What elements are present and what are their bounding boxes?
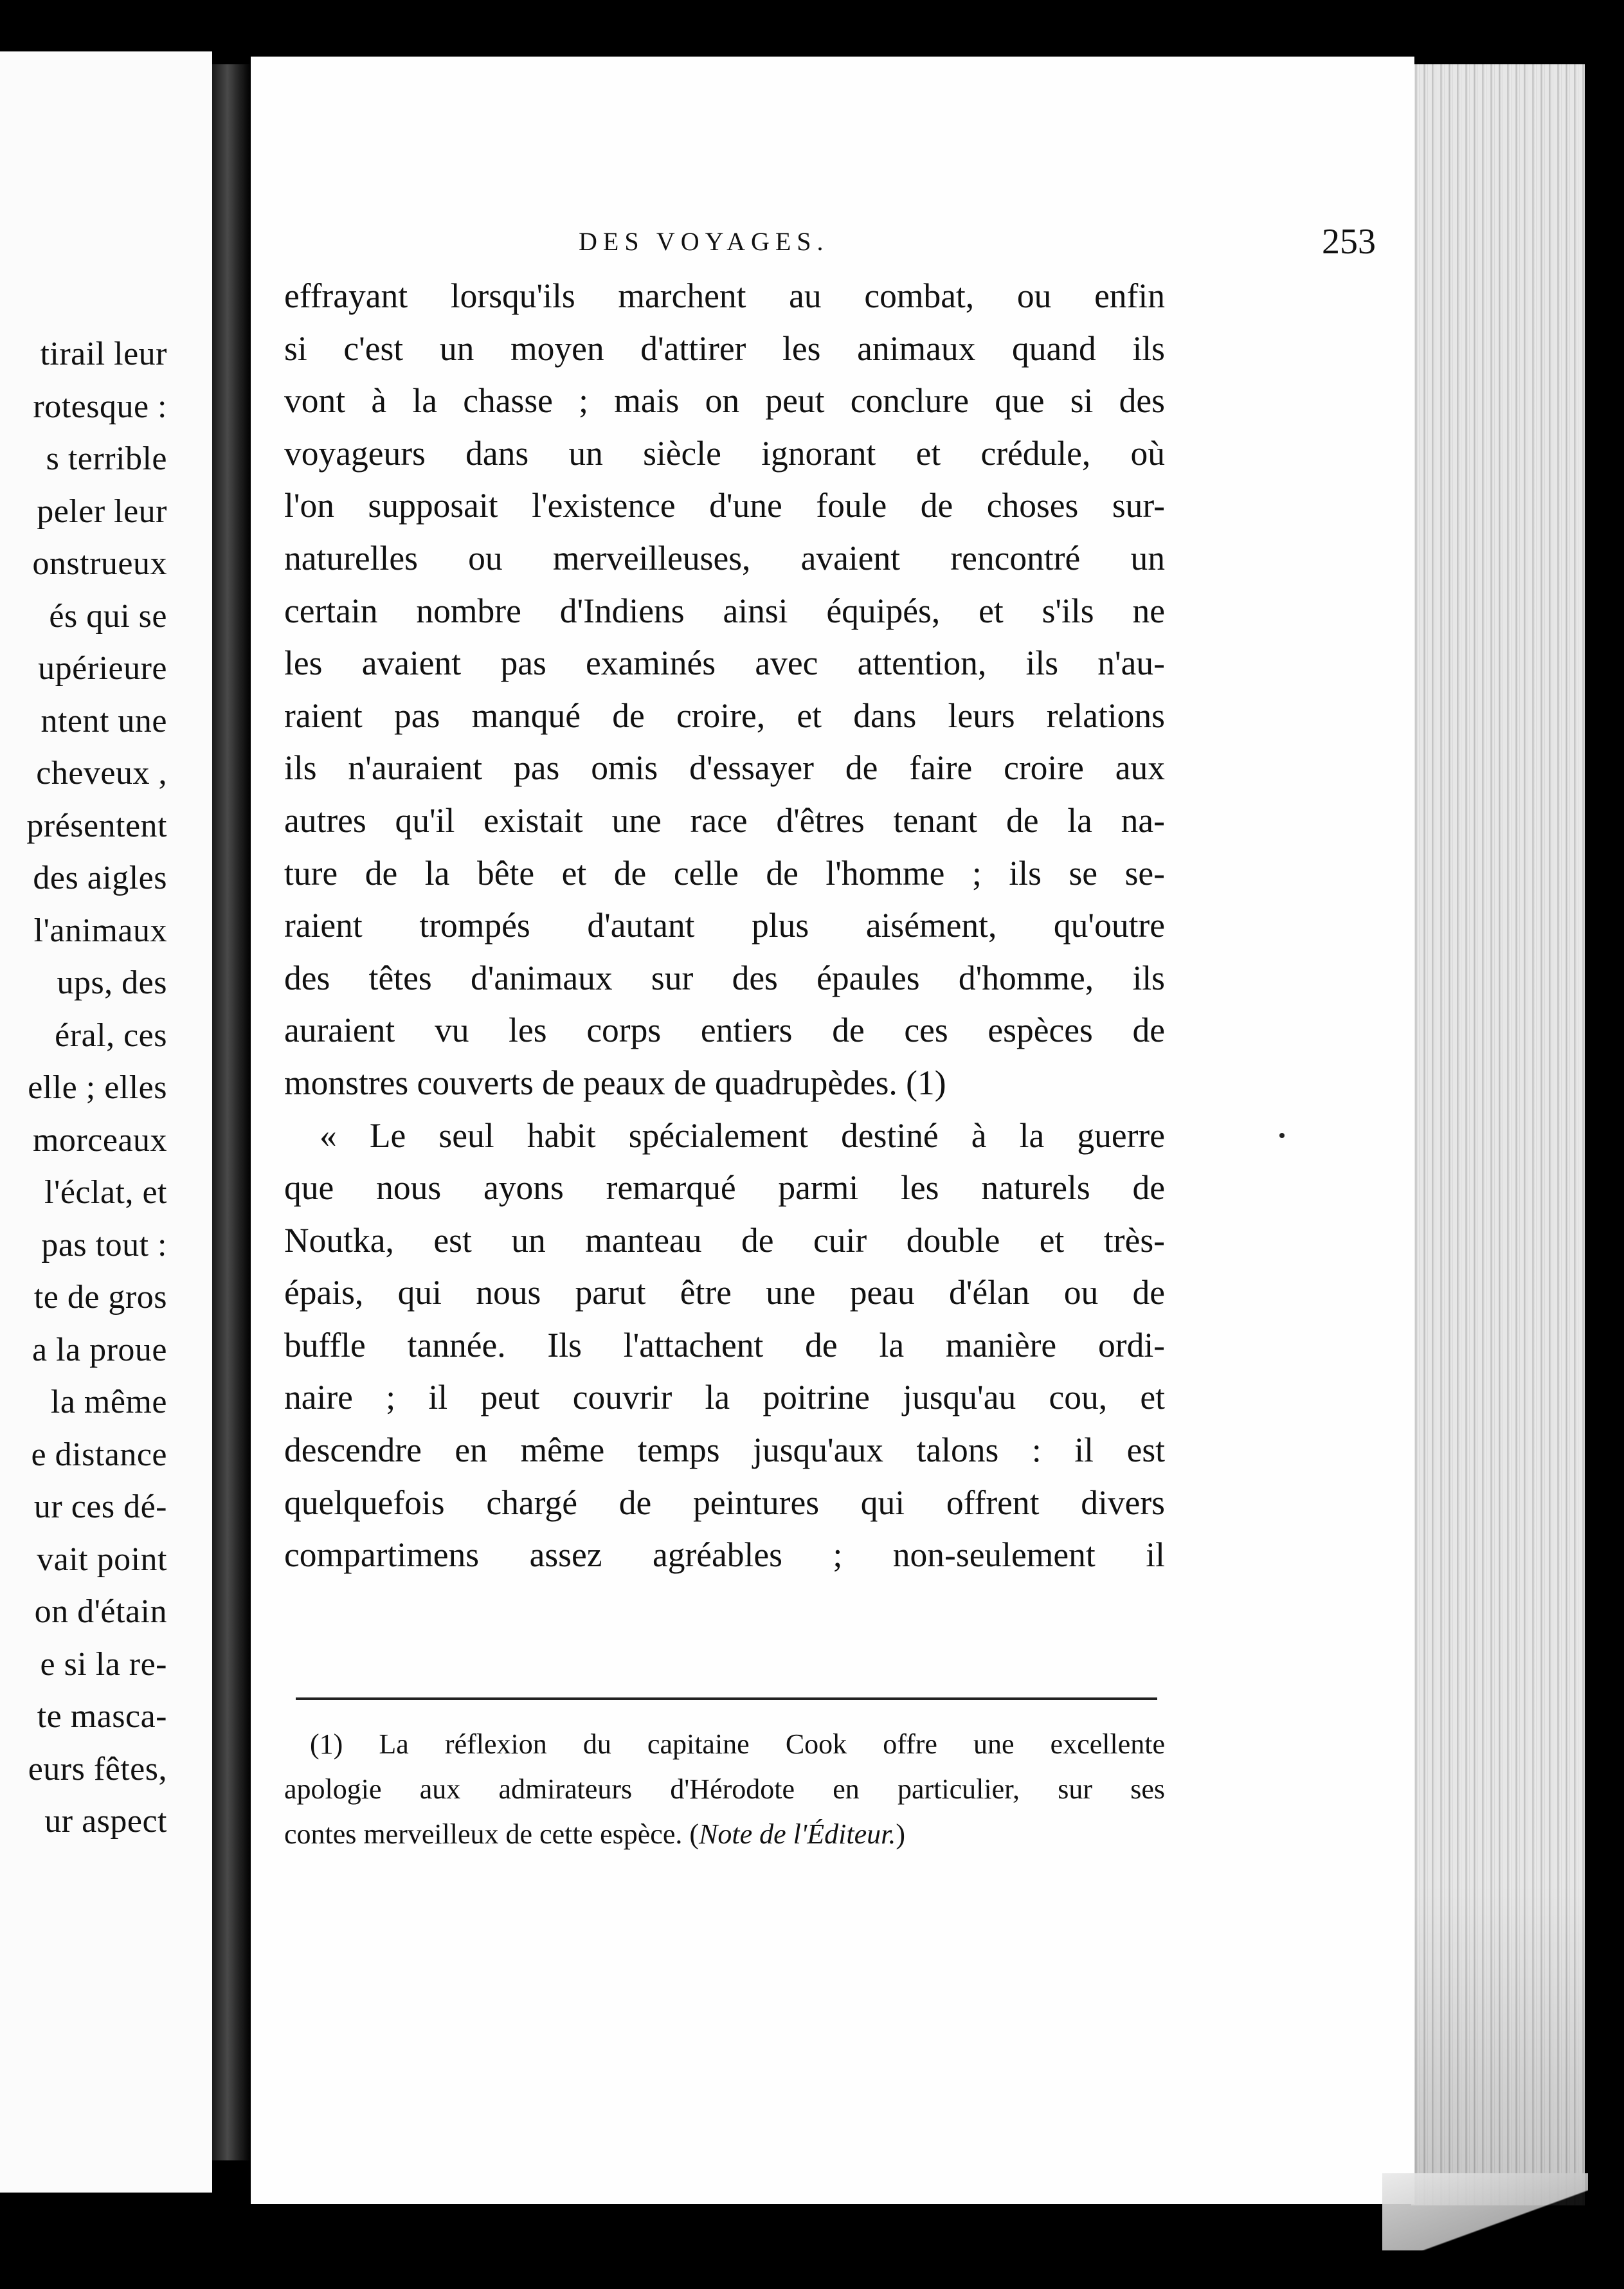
footnote-text: ) [896, 1818, 906, 1850]
footnote-line [284, 1812, 1165, 1857]
left-line: morceaux [32, 1121, 167, 1159]
left-line: éral, ces [55, 1017, 167, 1054]
left-line: l'animaux [33, 912, 167, 949]
text-line: les avaient pas examinés avec attention, ils n'au- [284, 644, 1165, 683]
page-number: 253 [1322, 222, 1376, 262]
left-line: onstrueux [32, 545, 167, 582]
left-line: upérieure [38, 650, 167, 687]
left-line: eurs fêtes, [28, 1750, 167, 1787]
left-line: on d'étain [34, 1593, 167, 1630]
left-line: des aigles [33, 860, 167, 896]
text-line: si c'est un moyen d'attirer les animaux quand ils [284, 329, 1165, 368]
text-line: autres qu'il existait une race d'êtres tenant de la na- [284, 801, 1165, 840]
ink-speck [1279, 1133, 1285, 1138]
text-line: naire ; il peut couvrir la poitrine jusqu'au cou, et [284, 1378, 1165, 1417]
left-line: peler leur [37, 493, 167, 530]
left-line: vait point [37, 1541, 167, 1578]
editor-note: Note de l'Éditeur. [699, 1818, 896, 1850]
text-line: des têtes d'animaux sur des épaules d'homme, ils [284, 958, 1165, 997]
left-line: te masca- [37, 1698, 167, 1735]
page-edges [1411, 64, 1585, 2205]
text-line: « Le seul habit spécialement destiné à la guerre [320, 1116, 1165, 1155]
text-line: voyageurs dans un siècle ignorant et crédule, où [284, 433, 1165, 473]
left-line: s terrible [46, 440, 167, 477]
text-line: ils n'auraient pas omis d'essayer de faire croire aux [284, 748, 1165, 788]
left-line: pas tout : [41, 1226, 167, 1263]
footnote-rule [296, 1697, 1157, 1700]
text-line: buffle tannée. Ils l'attachent de la manière ordi- [284, 1325, 1165, 1364]
footnote-line: apologie aux admirateurs d'Hérodote en particulier, sur ses [284, 1773, 1165, 1805]
text-line: l'on supposait l'existence d'une foule de choses sur- [284, 486, 1165, 525]
left-line: te de gros [33, 1279, 167, 1316]
text-line: descendre en même temps jusqu'aux talons : il est [284, 1431, 1165, 1470]
footnote-line: (1) La réflexion du capitaine Cook offre une excellente [310, 1728, 1165, 1760]
text-line: raient trompés d'autant plus aisément, qu'outre [284, 906, 1165, 945]
footnote [284, 1722, 1165, 1857]
text-line: naturelles ou merveilleuses, avaient rencontré un [284, 538, 1165, 577]
text-line: auraient vu les corps entiers de ces espèces de [284, 1011, 1165, 1050]
left-line: cheveux , [36, 755, 167, 792]
left-line: la même [50, 1384, 167, 1420]
page-corner [1382, 2173, 1588, 2250]
text-line: quelquefois chargé de peintures qui offrent divers [284, 1483, 1165, 1522]
text-line: monstres couverts de peaux de quadrupèdes. (1) [284, 1063, 946, 1102]
left-line: a la proue [32, 1331, 167, 1368]
text-line: ture de la bête et de celle de l'homme ; ils se se- [284, 853, 1165, 892]
left-line: ups, des [57, 964, 167, 1001]
left-line: és qui se [49, 597, 167, 635]
running-title: DES VOYAGES. [579, 227, 829, 256]
left-line: e distance [31, 1436, 167, 1473]
left-line: présentent [26, 807, 167, 844]
body-text [284, 270, 1165, 1582]
text-line: compartimens assez agréables ; non-seulement il [284, 1535, 1165, 1575]
right-page [251, 57, 1414, 2204]
left-line: tirail leur [40, 336, 167, 372]
text-line: effrayant lorsqu'ils marchent au combat, ou enfin [284, 276, 1165, 315]
left-line: ntent une [41, 702, 167, 739]
text-line: épais, qui nous parut être une peau d'élan ou de [284, 1273, 1165, 1312]
text-line: Noutka, est un manteau de cuir double et très- [284, 1220, 1165, 1260]
left-line: ur ces dé- [33, 1488, 167, 1525]
left-line: e si la re- [40, 1645, 167, 1683]
running-head [251, 216, 1414, 267]
text-line: certain nombre d'Indiens ainsi équipés, et s'ils ne [284, 591, 1165, 630]
text-line: raient pas manqué de croire, et dans leurs relations [284, 696, 1165, 735]
left-line: elle ; elles [28, 1069, 167, 1106]
left-line: l'éclat, et [44, 1174, 167, 1211]
text-line: que nous ayons remarqué parmi les naturels de [284, 1168, 1165, 1208]
text-line: vont à la chasse ; mais on peut conclure que si des [284, 381, 1165, 421]
left-line: ur aspect [44, 1803, 167, 1840]
left-page [0, 51, 212, 2193]
footnote-text: contes merveilleux de cette espèce. ( [284, 1818, 699, 1850]
left-line: rotesque : [33, 388, 167, 425]
book-gutter [212, 64, 251, 2160]
left-page-text [0, 328, 167, 1848]
